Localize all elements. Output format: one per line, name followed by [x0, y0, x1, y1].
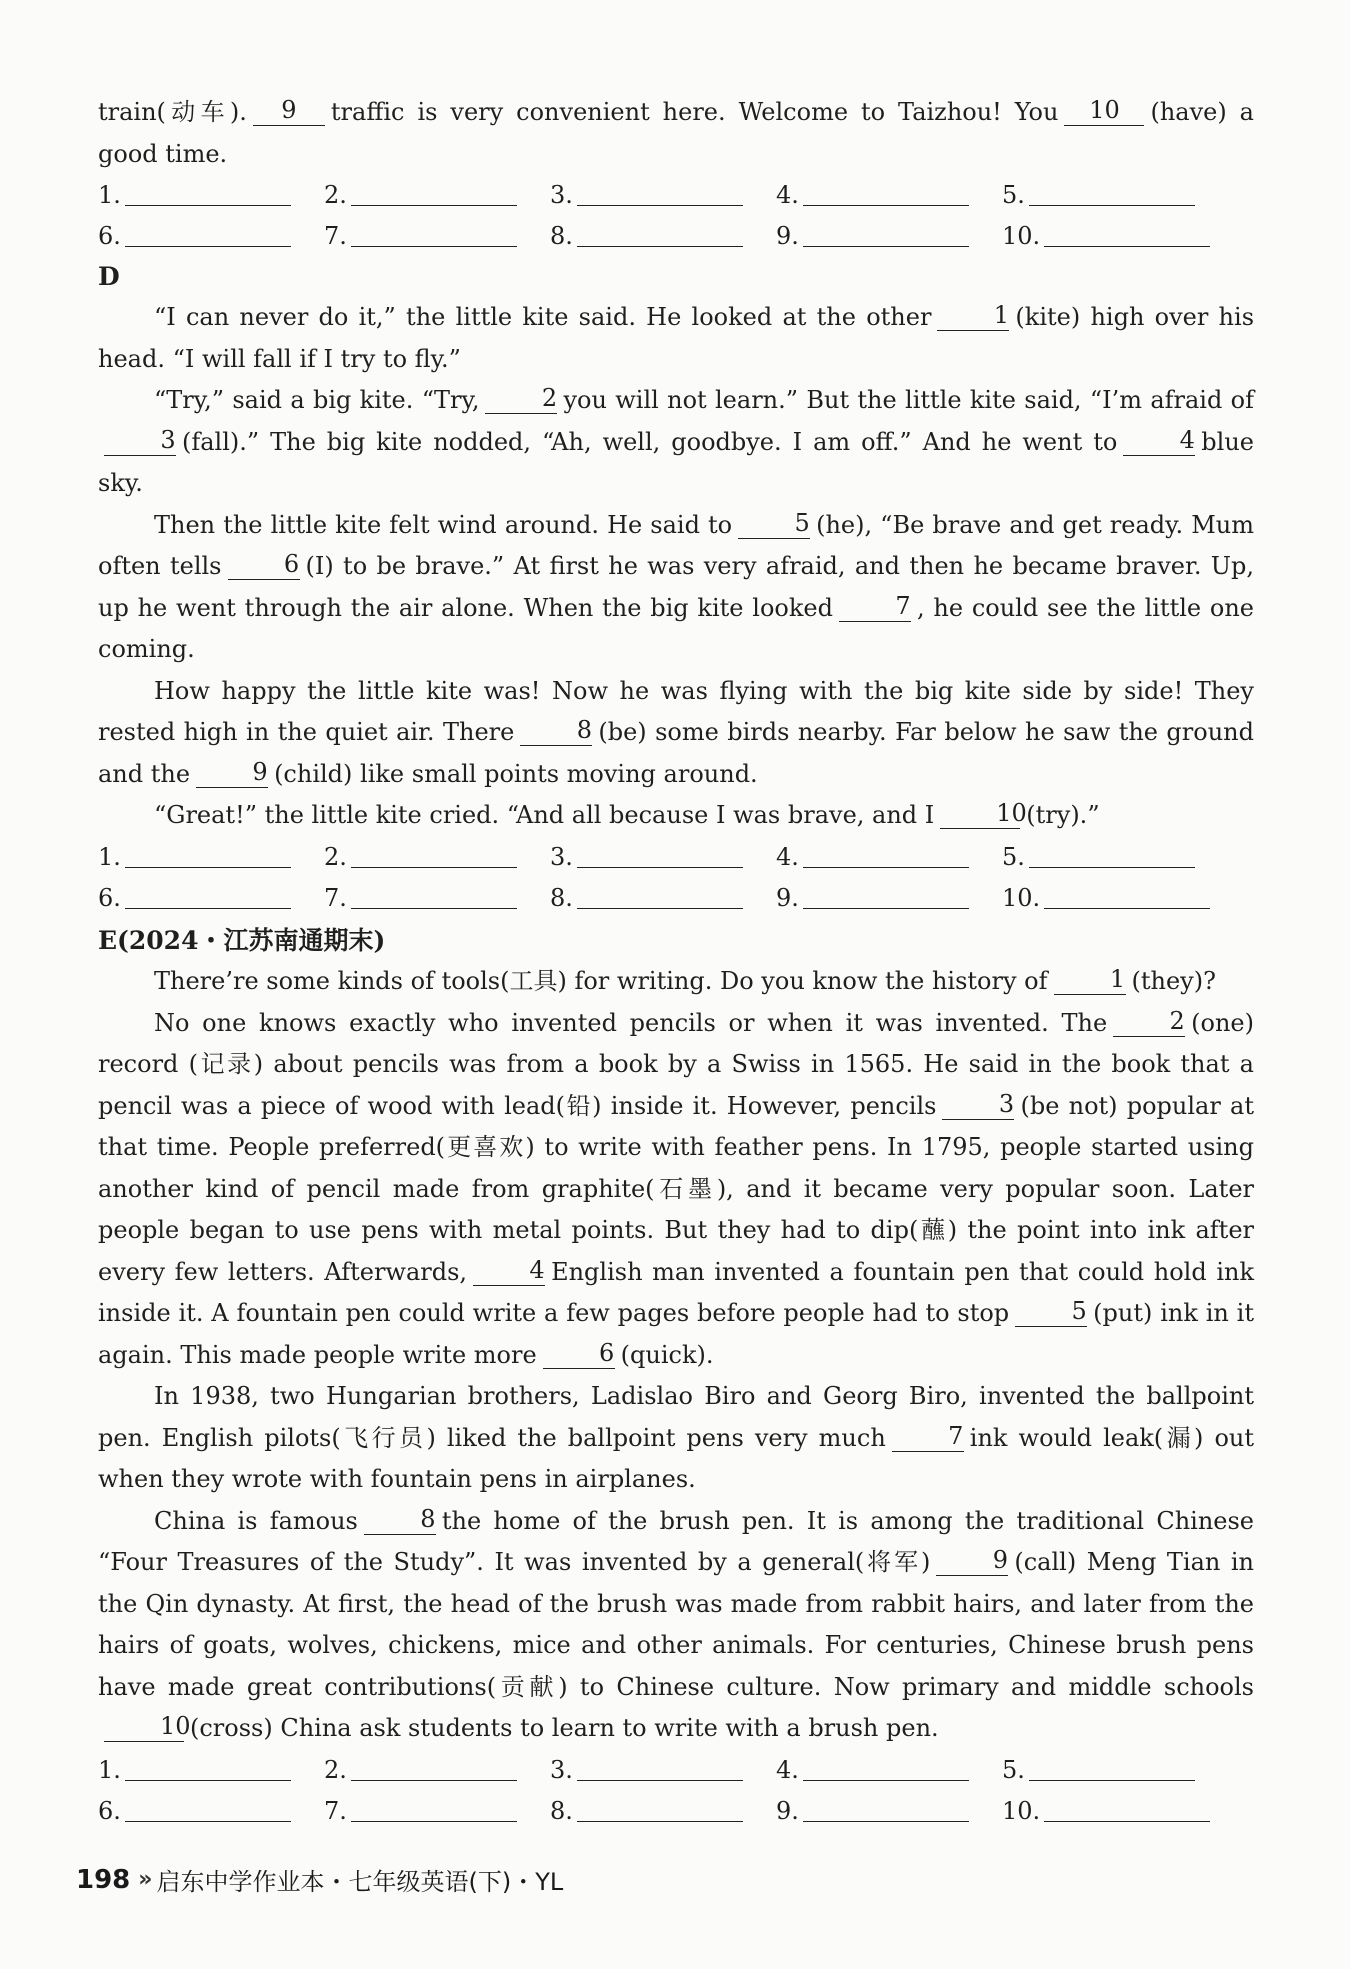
- text: train(动车).: [98, 98, 247, 126]
- blank-9[interactable]: 9: [196, 761, 268, 788]
- chevron-right-icon: »: [138, 1867, 149, 1892]
- answer-7[interactable]: 7.: [324, 1791, 550, 1832]
- section-d-paragraph-1: “I can never do it,” the little kite said. He looked at the other 1 (kite) high over his head. “I will fall if I try to fly.”: [98, 301, 1255, 373]
- blank-9[interactable]: 9: [253, 99, 325, 126]
- answer-9[interactable]: 9.: [776, 878, 1002, 919]
- answer-line[interactable]: [803, 220, 969, 247]
- answer-1[interactable]: 1.: [98, 837, 324, 878]
- section-d-paragraph-2: “Try,” said a big kite. “Try, 2 you will not learn.” But the little kite said, “I’m afraid of3 (fall).” The big kite nodded, “Ah, well, goodbye. I am off.” And he went to 4 blue sky.: [98, 384, 1255, 497]
- blank-1[interactable]: 1: [937, 304, 1009, 331]
- answer-line[interactable]: [577, 179, 743, 206]
- answer-grid-d: [98, 837, 1254, 919]
- text: traffic is very convenient here. Welcome to Taizhou! You: [330, 98, 1059, 126]
- answer-line[interactable]: [351, 841, 517, 868]
- answer-6[interactable]: 6.: [98, 216, 324, 257]
- answer-6[interactable]: 6.: [98, 878, 324, 919]
- blank-3[interactable]: 3: [942, 1093, 1014, 1120]
- answer-3[interactable]: 3.: [550, 175, 776, 216]
- answer-1[interactable]: 1.: [98, 175, 324, 216]
- blank-4[interactable]: 4: [473, 1259, 545, 1286]
- blank-6[interactable]: 6: [543, 1342, 615, 1369]
- answer-line[interactable]: [125, 1754, 291, 1781]
- section-e-paragraph-4: China is famous 8 the home of the brush pen. It is among the traditional Chinese “Four Treasures of the Study”. It was invented by a general(将军) 9 (call) Meng Tian in the Qin dynasty. At first, the head of the brush was made from rabbit hairs, and later from the hairs of goats, wolves, chickens, mice and other animals. For centuries, Chinese brush pens have made great contributions(贡献) to Chinese culture. Now primary and middle schools10(cross) China ask students to learn to write with a brush pen.: [98, 1504, 1255, 1742]
- blank-3[interactable]: 3: [104, 429, 176, 456]
- answer-7[interactable]: 7.: [324, 216, 550, 257]
- answer-line[interactable]: [125, 220, 291, 247]
- answer-line[interactable]: [125, 841, 291, 868]
- answer-line[interactable]: [351, 1754, 517, 1781]
- section-d-title: D: [98, 262, 120, 291]
- page-footer: [76, 1862, 563, 1897]
- section-d-paragraph-3: Then the little kite felt wind around. He said to 5 (he), “Be brave and get ready. Mum often tells 6 (I) to be brave.” At first he was very afraid, and then he became braver. Up, up he went through the air alone. When the big kite looked 7 , he could see the little one coming.: [98, 508, 1255, 663]
- answer-line[interactable]: [1029, 179, 1195, 206]
- answer-5[interactable]: 5.: [1002, 837, 1228, 878]
- answer-3[interactable]: 3.: [550, 837, 776, 878]
- answer-line[interactable]: [577, 220, 743, 247]
- section-d: [98, 256, 1254, 919]
- answer-line[interactable]: [125, 882, 291, 909]
- section-e-paragraph-1: There’re some kinds of tools(工具) for writing. Do you know the history of 1 (they)?: [154, 965, 1216, 995]
- section-c-paragraph: [98, 92, 1254, 175]
- section-e-paragraph-2: No one knows exactly who invented pencils or when it was invented. The 2 (one) record (记录) about pencils was from a book by a Swiss in 1565. He said in the book that a pencil was a piece of wood with lead(铅) inside it. However, pencils 3 (be not) popular at that time. People preferred(更喜欢) to write with feather pens. In 1795, people started using another kind of pencil made from graphite(石墨), and it became very popular soon. Later people began to use pens with metal points. But they had to dip(蘸) the point into ink after every few letters. Afterwards, 4 English man invented a fountain pen that could hold ink inside it. A fountain pen could write a few pages before people had to stop 5 (put) ink in it again. This made people write more 6 (quick).: [98, 1006, 1255, 1369]
- answer-grid-e: [98, 1750, 1254, 1832]
- blank-7[interactable]: 7: [892, 1425, 964, 1452]
- section-c-tail: [98, 92, 1254, 257]
- answer-3[interactable]: 3.: [550, 1750, 776, 1791]
- answer-line[interactable]: [577, 1795, 743, 1822]
- answer-line[interactable]: [1044, 220, 1210, 247]
- answer-line[interactable]: [351, 1795, 517, 1822]
- section-e-paragraph-3: In 1938, two Hungarian brothers, Ladislao Biro and Georg Biro, invented the ballpoint pen. English pilots(飞行员) liked the ballpoint pens very much 7 ink would leak(漏) out when they wrote with fountain pens in airplanes.: [98, 1382, 1255, 1493]
- blank-2[interactable]: 2: [1113, 1010, 1185, 1037]
- answer-line[interactable]: [803, 179, 969, 206]
- section-e: [98, 920, 1254, 1832]
- section-e-title: E(2024・江苏南通期末): [98, 926, 386, 955]
- blank-1[interactable]: 1: [1054, 968, 1126, 995]
- answer-line[interactable]: [125, 179, 291, 206]
- section-d-paragraph-4: How happy the little kite was! Now he was flying with the big kite side by side! They rested high in the quiet air. There 8 (be) some birds nearby. Far below he saw the ground and the 9 (child) like small points moving around.: [98, 676, 1254, 788]
- section-d-paragraph-5: “Great!” the little kite cried. “And all because I was brave, and I 10(try).”: [154, 799, 1100, 829]
- answer-1[interactable]: 1.: [98, 1750, 324, 1791]
- blank-10[interactable]: 10: [1064, 99, 1144, 126]
- answer-9[interactable]: 9.: [776, 1791, 1002, 1832]
- answer-5[interactable]: 5.: [1002, 175, 1228, 216]
- answer-line[interactable]: [1044, 882, 1210, 909]
- answer-4[interactable]: 4.: [776, 175, 1002, 216]
- blank-7[interactable]: 7: [839, 595, 911, 622]
- answer-2[interactable]: 2.: [324, 1750, 550, 1791]
- answer-7[interactable]: 7.: [324, 878, 550, 919]
- answer-2[interactable]: 2.: [324, 837, 550, 878]
- answer-line[interactable]: [1029, 841, 1195, 868]
- answer-10[interactable]: 10.: [1002, 216, 1228, 257]
- blank-8[interactable]: 8: [520, 719, 592, 746]
- book-title: 启东中学作业本・七年级英语(下)・YL: [156, 1868, 564, 1896]
- blank-6[interactable]: 6: [228, 553, 300, 580]
- blank-8[interactable]: 8: [364, 1508, 436, 1535]
- answer-line[interactable]: [803, 1795, 969, 1822]
- blank-2[interactable]: 2: [485, 387, 557, 414]
- text: (have) a good time.: [98, 98, 1254, 168]
- answer-line[interactable]: [577, 841, 743, 868]
- page-number: 198: [76, 1864, 131, 1895]
- blank-10[interactable]: 10: [104, 1715, 184, 1742]
- answer-line[interactable]: [125, 1795, 291, 1822]
- answer-line[interactable]: [803, 841, 969, 868]
- answer-grid-c: [98, 175, 1254, 257]
- answer-5[interactable]: 5.: [1002, 1750, 1228, 1791]
- answer-4[interactable]: 4.: [776, 837, 1002, 878]
- answer-10[interactable]: 10.: [1002, 878, 1228, 919]
- blank-10[interactable]: 10: [940, 802, 1020, 829]
- blank-9[interactable]: 9: [936, 1549, 1008, 1576]
- answer-2[interactable]: 2.: [324, 175, 550, 216]
- blank-5[interactable]: 5: [1015, 1300, 1087, 1327]
- answer-6[interactable]: 6.: [98, 1791, 324, 1832]
- answer-line[interactable]: [577, 1754, 743, 1781]
- answer-line[interactable]: [1029, 1754, 1195, 1781]
- answer-line[interactable]: [351, 882, 517, 909]
- answer-9[interactable]: 9.: [776, 216, 1002, 257]
- answer-4[interactable]: 4.: [776, 1750, 1002, 1791]
- answer-10[interactable]: 10.: [1002, 1791, 1228, 1832]
- answer-line[interactable]: [351, 220, 517, 247]
- answer-8[interactable]: 8.: [550, 1791, 776, 1832]
- blank-5[interactable]: 5: [738, 512, 810, 539]
- answer-8[interactable]: 8.: [550, 878, 776, 919]
- answer-line[interactable]: [577, 882, 743, 909]
- answer-line[interactable]: [351, 179, 517, 206]
- blank-4[interactable]: 4: [1123, 429, 1195, 456]
- answer-line[interactable]: [803, 882, 969, 909]
- answer-line[interactable]: [803, 1754, 969, 1781]
- answer-8[interactable]: 8.: [550, 216, 776, 257]
- answer-line[interactable]: [1044, 1795, 1210, 1822]
